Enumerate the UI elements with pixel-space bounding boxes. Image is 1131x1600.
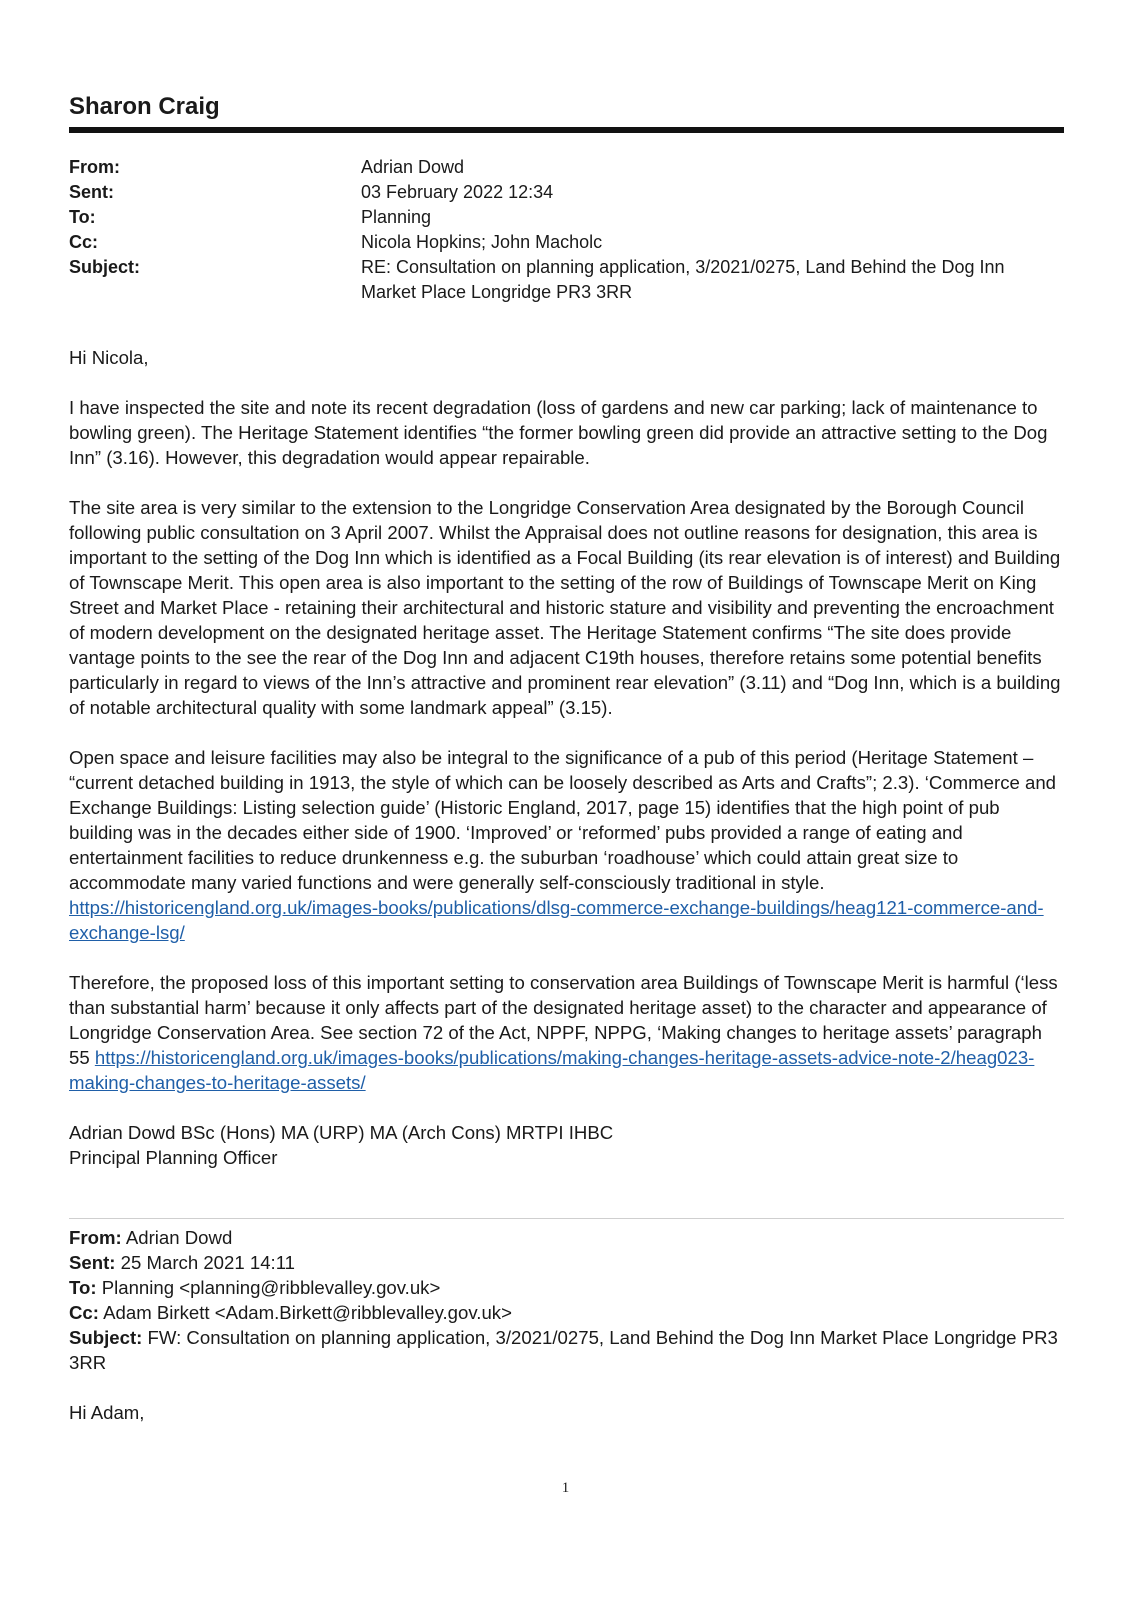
cc-label: Cc: [69, 232, 99, 252]
quoted-sent-value: 25 March 2021 14:11 [120, 1252, 296, 1273]
email-body [69, 345, 1064, 1170]
header-from-row [69, 155, 1064, 180]
from-label: From: [69, 157, 120, 177]
email-page [69, 92, 1064, 1425]
quoted-from-row [69, 1225, 1064, 1250]
header-sent-row [69, 180, 1064, 205]
quoted-cc-value: Adam Birkett <Adam.Birkett@ribblevalley.gov.uk> [103, 1302, 512, 1323]
header-subject-row [69, 255, 1064, 305]
subject-value [361, 255, 1064, 305]
quoted-from-label: From: [69, 1227, 122, 1248]
quoted-to-row [69, 1275, 1064, 1300]
to-value: Planning [361, 207, 432, 227]
quoted-message-separator [69, 1218, 1064, 1219]
paragraph-open-space [69, 745, 1064, 945]
paragraph-conclusion [69, 970, 1064, 1095]
signature [69, 1120, 1064, 1170]
quoted-subject-row [69, 1325, 1064, 1375]
signature-title: Principal Planning Officer [69, 1147, 278, 1168]
quoted-cc-label: Cc: [69, 1302, 99, 1323]
greeting: Hi Nicola, [69, 347, 149, 368]
paragraph-degradation: I have inspected the site and note its recent degradation (loss of gardens and new car parking; lack of maintenance to bowling green). The Heritage Statement identifies “the former bowling green did provide an attractive setting to the Dog Inn” (3.16). However, this degradation would appear repairable. [69, 397, 1048, 468]
sent-label: Sent: [69, 182, 114, 202]
signature-name: Adrian Dowd BSc (Hons) MA (URP) MA (Arch Cons) MRTPI IHBC [69, 1122, 614, 1143]
header-rule [69, 127, 1064, 133]
header-cc-row [69, 230, 1064, 255]
quoted-from-value: Adrian Dowd [125, 1227, 233, 1248]
paragraph-conclusion-text: Therefore, the proposed loss of this important setting to conservation area Buildings of Townscape Merit is harmful (‘less than substantial harm’ because it only affects part of the designated heritage asset) to the character and appearance of Longridge Conservation Area. See section 72 of the Act, NPPF, NPPG, ‘Making changes to heritage assets’ paragraph 55 [69, 972, 1058, 1068]
paragraph-open-space-text: Open space and leisure facilities may also be integral to the significance of a pub of this period (Heritage Statement – “current detached building in 1913, the style of which can be loosely described as Arts and Crafts”; 2.3). ‘Commerce and Exchange Buildings: Listing selection guide’ (Historic England, 2017, page 15) identifies that the high point of pub building was in the decades either side of 1900. ‘Improved’ or ‘reformed’ pubs provided a range of eating and entertainment facilities to reduce drunkenness e.g. the suburban ‘roadhouse’ which could attain great size to accommodate many varied functions and were generally self-consciously traditional in style. [69, 747, 1057, 893]
quoted-sent-label: Sent: [69, 1252, 116, 1273]
mailbox-owner-name: Sharon Craig [69, 93, 220, 120]
historic-england-making-changes-link[interactable]: https://historicengland.org.uk/images-books/publications/making-changes-heritage-assets-advice-note-2/heag023-making-changes-to-heritage-assets/ [69, 1047, 1035, 1093]
subject-line-2: Market Place Longridge PR3 3RR [361, 282, 633, 302]
paragraph-conservation-area: The site area is very similar to the extension to the Longridge Conservation Area designated by the Borough Council following public consultation on 3 April 2007. Whilst the Appraisal does not outline reasons for designation, this area is important to the setting of the Dog Inn which is identified as a Focal Building (its rear elevation is of interest) and Building of Townscape Merit. This open area is also important to the setting of the row of Buildings of Townscape Merit on King Street and Market Place - retaining their architectural and historic stature and visibility and preventing the encroachment of modern development on the designated heritage asset. The Heritage Statement confirms “The site does provide vantage points to the see the rear of the Dog Inn and adjacent C19th houses, therefore retains some potential benefits particularly in regard to views of the Inn’s attractive and prominent rear elevation” (3.11) and “Dog Inn, which is a building of notable architectural quality with some landmark appeal” (3.15). [69, 497, 1061, 718]
quoted-subject-value: FW: Consultation on planning application, 3/2021/0275, Land Behind the Dog Inn Market Place Longridge PR3 3RR [69, 1327, 1058, 1373]
quoted-cc-row [69, 1300, 1064, 1325]
subject-label: Subject: [69, 257, 141, 277]
header-to-row [69, 205, 1064, 230]
to-label: To: [69, 207, 96, 227]
email-header [69, 155, 1064, 305]
quoted-sent-row [69, 1250, 1064, 1275]
quoted-message [69, 1225, 1064, 1425]
sent-value: 03 February 2022 12:34 [361, 182, 554, 202]
quoted-greeting: Hi Adam, [69, 1402, 145, 1423]
quoted-to-label: To: [69, 1277, 97, 1298]
historic-england-commerce-link[interactable]: https://historicengland.org.uk/images-books/publications/dlsg-commerce-exchange-buildings/heag121-commerce-and-exchange-lsg/ [69, 897, 1044, 943]
quoted-subject-label: Subject: [69, 1327, 143, 1348]
cc-value: Nicola Hopkins; John Macholc [361, 232, 603, 252]
from-value: Adrian Dowd [361, 157, 465, 177]
subject-line-1: RE: Consultation on planning application, 3/2021/0275, Land Behind the Dog Inn [361, 257, 1005, 277]
quoted-to-value: Planning <planning@ribblevalley.gov.uk> [101, 1277, 441, 1298]
page-number: 1 [561, 1480, 570, 1496]
